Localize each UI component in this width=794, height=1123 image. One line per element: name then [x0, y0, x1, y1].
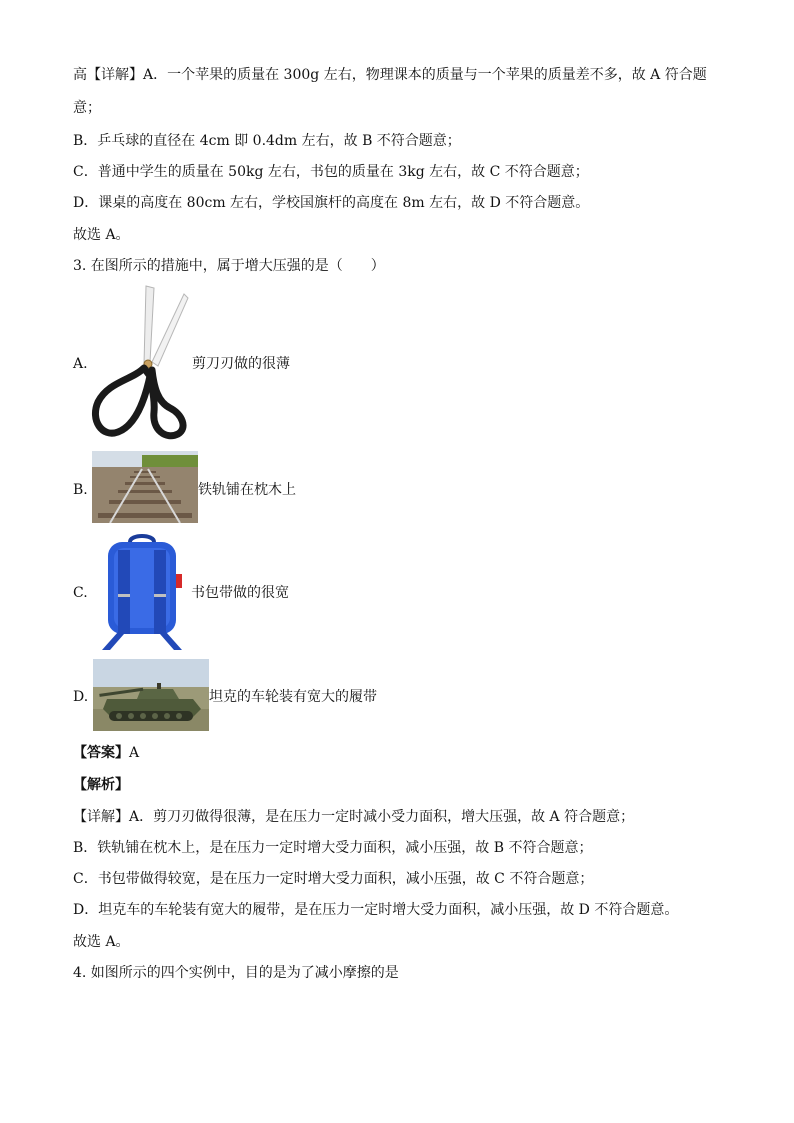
backpack-picture [94, 534, 190, 652]
scissors-picture [88, 284, 192, 442]
tank-picture [93, 659, 209, 731]
option-d-text: 坦克的车轮装有宽大的履带 [209, 689, 377, 705]
answer-line [73, 744, 139, 762]
railway-track-icon [92, 451, 198, 523]
text-line: D．课桌的高度在 80cm 左右，学校国旗杆的高度在 8m 左右，故 D 不符合题意。 [73, 195, 590, 211]
text-line: 高【详解】A．一个苹果的质量在 300g 左右，物理课本的质量与一个苹果的质量差不多，故 A 符合题 [73, 67, 707, 83]
option-d-letter: D. [73, 689, 89, 705]
answer-value: A [129, 745, 140, 761]
tank-icon [93, 659, 209, 731]
railway-picture [92, 451, 198, 523]
conclusion-line: 故选 A。 [73, 934, 130, 950]
scissors-icon [88, 284, 192, 442]
option-a-text: 剪刀刃做的很薄 [192, 356, 290, 372]
detail-line: 【详解】A．剪刀刃做得很薄，是在压力一定时减小受力面积，增大压强，故 A 符合题意； [73, 809, 635, 825]
option-a-letter: A. [73, 356, 88, 372]
text-line: 意； [73, 100, 101, 116]
question-stem: 4. 如图所示的四个实例中，目的是为了减小摩擦的是 [73, 965, 399, 981]
detail-line: B．铁轨铺在枕木上，是在压力一定时增大受力面积，减小压强，故 B 不符合题意； [73, 840, 593, 856]
question-stem: 3. 在图所示的措施中，属于增大压强的是（ ） [73, 258, 385, 274]
text-line: C．普通中学生的质量在 50kg 左右，书包的质量在 3kg 左右，故 C 不符合题意； [73, 164, 589, 180]
backpack-icon [94, 534, 190, 652]
detail-line: C．书包带做得较宽，是在压力一定时增大受力面积，减小压强，故 C 不符合题意； [73, 871, 594, 887]
option-b-letter: B. [73, 482, 88, 498]
analysis-label: 【解析】 [73, 777, 129, 793]
option-c-text: 书包带做的很宽 [191, 585, 289, 601]
answer-label: 【答案】 [73, 745, 129, 761]
detail-line: D．坦克车的车轮装有宽大的履带，是在压力一定时增大受力面积，减小压强，故 D 不符合题意。 [73, 902, 679, 918]
text-line: 故选 A。 [73, 227, 130, 243]
text-line: B．乒乓球的直径在 4cm 即 0.4dm 左右，故 B 不符合题意； [73, 133, 461, 149]
option-b-text: 铁轨铺在枕木上 [198, 482, 296, 498]
option-c-letter: C. [73, 585, 88, 601]
